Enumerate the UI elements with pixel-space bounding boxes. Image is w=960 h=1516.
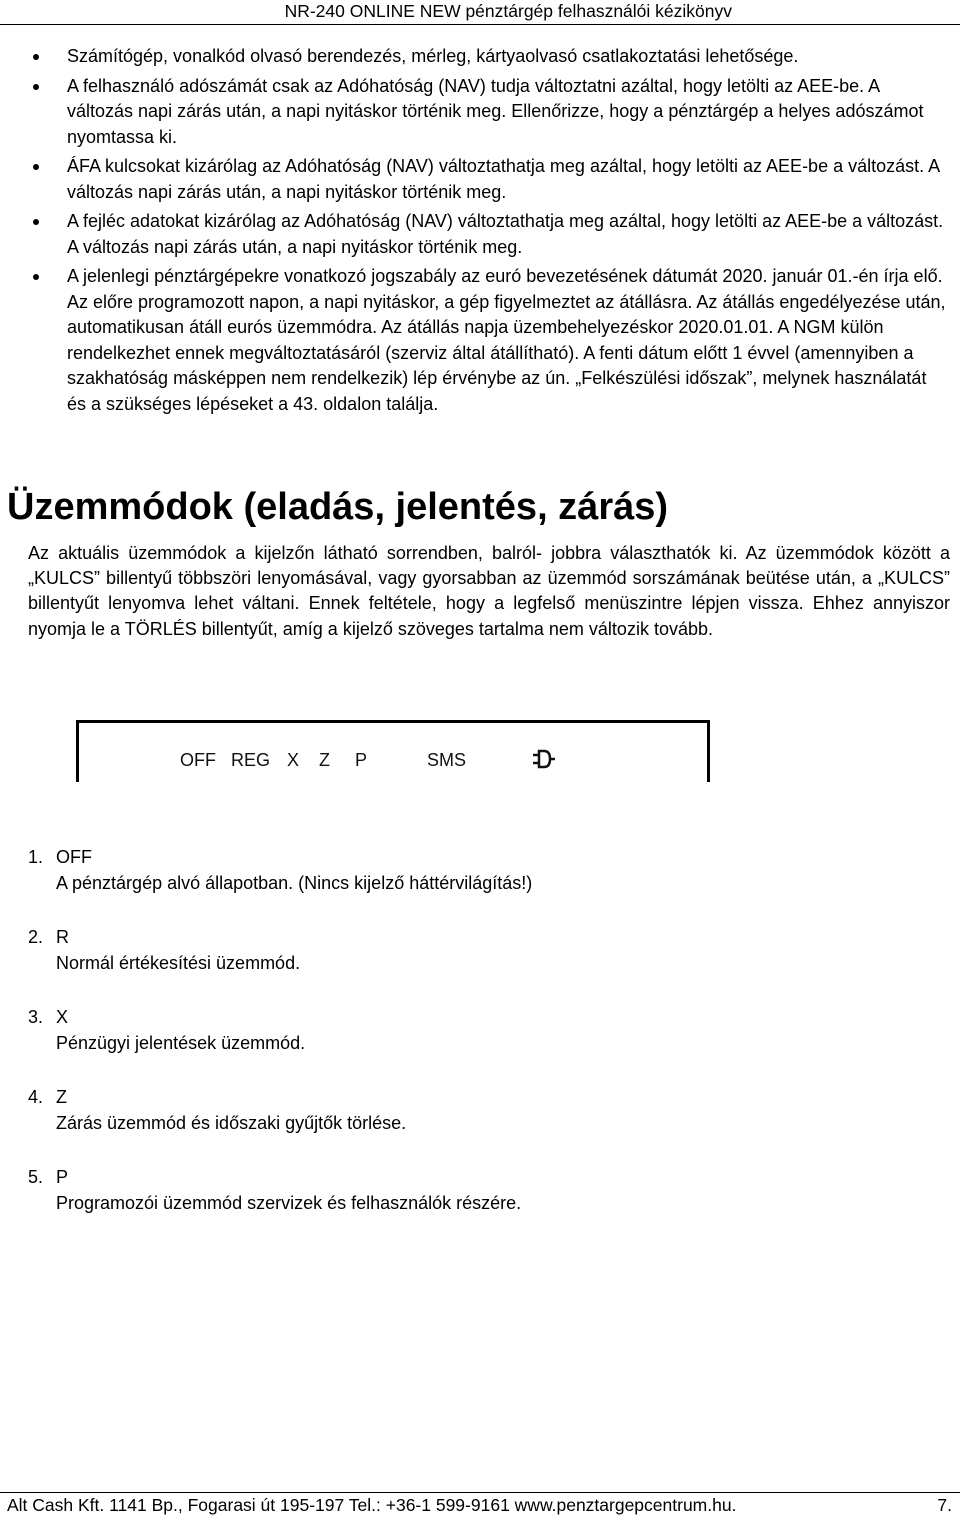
- mode-item: [28, 1005, 532, 1056]
- mode-item: [28, 845, 532, 896]
- mode-number: 1.: [28, 847, 44, 867]
- bullet-item: ÁFA kulcsokat kizárólag az Adóhatóság (NAV) változtathatja meg azáltal, hogy letölti az AEE-be a változást. A változás napi zárás után, a napi nyitáskor történik meg.: [67, 154, 947, 205]
- mode-item: [28, 1165, 532, 1216]
- page-header: [0, 0, 960, 25]
- page-number: 7.: [937, 1495, 952, 1515]
- display-mode-z: Z: [319, 750, 330, 770]
- mode-number: 4.: [28, 1087, 44, 1107]
- mode-name: OFF: [56, 847, 92, 867]
- bullet-item: Számítógép, vonalkód olvasó berendezés, mérleg, kártyaolvasó csatlakoztatási lehetősége.: [67, 44, 947, 70]
- mode-name: Z: [56, 1087, 67, 1107]
- manual-title: NR-240 ONLINE NEW pénztárgép felhasználói kézikönyv: [284, 1, 732, 21]
- mode-number: 3.: [28, 1007, 44, 1027]
- display-mode-p: P: [355, 750, 368, 770]
- mode-name: R: [56, 927, 69, 947]
- section-intro: Az aktuális üzemmódok a kijelzőn látható sorrendben, balról- jobbra választhatók ki. Az üzemmódok között a „KULCS” billentyű többszöri lenyomásával, vagy gyorsabban az üzemmód sorszámának beütése után, a „KULCS” billentyűt lenyomva lehet váltani. Ennek feltétele, hogy a legfelső menüszintre lépjen vissza. Ehhez annyiszor nyomja le a TÖRLÉS billentyűt, amíg a kijelző szöveges tartalma nem változik tovább.: [28, 543, 950, 639]
- page-footer: [0, 1492, 960, 1516]
- display-mode-off: OFF: [180, 750, 216, 770]
- bullet-item: A jelenlegi pénztárgépekre vonatkozó jogszabály az euró bevezetésének dátumát 2020. január 01.-én írja elő. Az előre programozott napon, a napi nyitáskor, a gép figyelmeztet az átállásra. Az átállás engedélyezése után, automatikusan átáll eurós üzemmódra. Az átállás napja üzembehelyezéskor 2020.01.01. A NGM külön rendelkezhet ennek megváltoztatásáról (szerviz által átállítható). A fenti dátum előtt 1 évvel (amennyiben a szakhatóság másképpen nem rendelkezik) lép érvénybe az ún. „Felkészülési időszak”, melynek használatát és a szükséges lépéseket a 43. oldalon találja.: [67, 264, 947, 417]
- mode-item: [28, 1085, 532, 1136]
- mode-name: P: [56, 1167, 69, 1187]
- mode-description: Normál értékesítési üzemmód.: [56, 952, 301, 973]
- display-mode-sms: SMS: [427, 750, 467, 770]
- mode-number: 5.: [28, 1167, 44, 1187]
- display-mode-x: X: [287, 750, 300, 770]
- mode-description: Pénzügyi jelentések üzemmód.: [56, 1032, 306, 1053]
- bullet-item: A felhasználó adószámát csak az Adóhatóság (NAV) tudja változtatni azáltal, hogy letölti az AEE-be. A változás napi zárás után, a napi nyitáskor történik meg. Ellenőrizze, hogy a pénztárgép a helyes adószámot nyomtassa ki.: [67, 74, 947, 151]
- section-heading: Üzemmódok (eladás, jelentés, zárás): [7, 486, 669, 528]
- display-mode-reg: REG: [231, 750, 271, 770]
- mode-number: 2.: [28, 927, 44, 947]
- mode-description: A pénztárgép alvó állapotban. (Nincs kijelző háttérvilágítás!): [56, 872, 533, 893]
- display-mode-bar: [76, 720, 710, 782]
- mode-name: X: [56, 1007, 69, 1027]
- company-address: Alt Cash Kft. 1141 Bp., Fogarasi út 195-197 Tel.: +36-1 599-9161 www.penztargepcentrum.hu.: [7, 1495, 737, 1515]
- mode-item: [28, 925, 532, 976]
- mode-description: Programozói üzemmód szervizek és felhasználók részére.: [56, 1192, 522, 1213]
- mode-description: Zárás üzemmód és időszaki gyűjtők törlése.: [56, 1112, 407, 1133]
- feature-bullet-list: [67, 44, 947, 421]
- mode-list: [28, 845, 532, 1245]
- plug-icon: [530, 747, 556, 771]
- bullet-item: A fejléc adatokat kizárólag az Adóhatóság (NAV) változtathatja meg azáltal, hogy letölti az AEE-be a változást. A változás napi zárás után, a napi nyitáskor történik meg.: [67, 209, 947, 260]
